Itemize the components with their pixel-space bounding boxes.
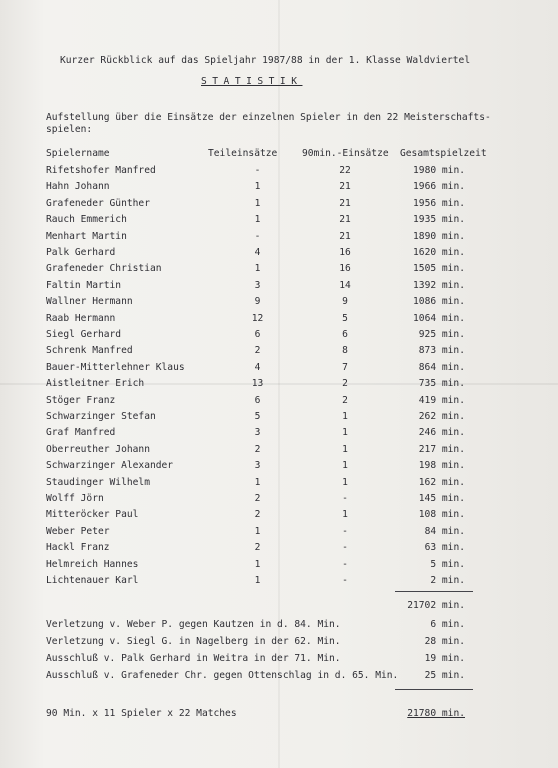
- teileinsaetze-value: 6: [254, 329, 261, 340]
- teileinsaetze-value: -: [254, 230, 261, 242]
- teileinsaetze-value: 3: [254, 279, 261, 291]
- ninety-min-value: 16: [339, 263, 351, 275]
- player-name: Stöger Franz: [46, 394, 116, 406]
- teileinsaetze-value: 1: [254, 525, 261, 537]
- table-row: [0, 559, 558, 571]
- ninety-min-value: 1: [342, 443, 348, 455]
- player-name: Rauch Emmerich: [46, 214, 127, 226]
- table-row: [0, 395, 558, 407]
- teileinsaetze-value: -: [254, 165, 261, 176]
- ninety-min-value: -: [342, 558, 348, 570]
- player-name: Mitteröcker Paul: [46, 509, 139, 521]
- final-calculation: 90 Min. x 11 Spieler x 22 Matches: [46, 708, 237, 719]
- gesamtspielzeit-value: 84 min.: [424, 525, 465, 537]
- player-name: Wolff Jörn: [46, 493, 104, 504]
- table-row: [0, 313, 558, 325]
- gesamtspielzeit-value: 1935 min.: [413, 214, 465, 226]
- gesamtspielzeit-value: 162 min.: [418, 476, 465, 488]
- ninety-min-value: 16: [339, 247, 351, 258]
- table-row: [0, 378, 558, 390]
- teileinsaetze-value: 1: [254, 476, 261, 488]
- ninety-min-value: 6: [342, 329, 348, 340]
- table-row: [0, 231, 558, 243]
- note-text: Ausschluß v. Palk Gerhard in Weitra in der 71. Min.: [46, 653, 341, 664]
- gesamtspielzeit-value: 63 min.: [424, 542, 465, 554]
- table-row: [0, 345, 558, 357]
- gesamtspielzeit-value: 1620 min.: [413, 247, 465, 258]
- column-header-teileinsaetze: Teileinsätze: [208, 148, 278, 159]
- gesamtspielzeit-value: 735 min.: [418, 378, 465, 390]
- statistik-heading: STATISTIK: [201, 76, 303, 87]
- player-name: Rifetshofer Manfred: [46, 165, 156, 176]
- player-name: Wallner Hermann: [46, 296, 133, 308]
- note-text: Verletzung v. Siegl G. in Nagelberg in der 62. Min.: [46, 636, 341, 647]
- gesamtspielzeit-value: 5 min.: [430, 558, 465, 570]
- gesamtspielzeit-value: 1505 min.: [413, 263, 465, 275]
- ninety-min-value: 8: [342, 345, 348, 357]
- player-name: Bauer-Mitterlehner Klaus: [46, 361, 185, 373]
- player-name: Schwarzinger Alexander: [46, 460, 174, 472]
- table-row: [0, 460, 558, 472]
- table-row: [0, 493, 558, 505]
- gesamtspielzeit-value: 217 min.: [418, 443, 465, 455]
- player-name: Raab Hermann: [46, 312, 116, 324]
- player-name: Palk Gerhard: [46, 247, 116, 258]
- gesamtspielzeit-value: 1064 min.: [413, 312, 465, 324]
- player-name: Oberreuther Johann: [46, 443, 150, 455]
- teileinsaetze-value: 1: [254, 558, 261, 570]
- player-name: Grafeneder Christian: [46, 263, 162, 275]
- ninety-min-value: -: [342, 542, 348, 554]
- note-value: 28 min.: [424, 636, 465, 647]
- gesamtspielzeit-value: 873 min.: [418, 345, 465, 357]
- table-row: [0, 329, 558, 341]
- ninety-min-value: 5: [342, 312, 348, 324]
- player-name: Weber Peter: [46, 525, 110, 537]
- final-rule: [395, 689, 473, 690]
- table-row: [0, 165, 558, 177]
- intro-line-2: spielen:: [46, 124, 93, 135]
- teileinsaetze-value: 2: [254, 493, 261, 504]
- note-value: 6 min.: [430, 619, 465, 630]
- player-name: Faltin Martin: [46, 279, 122, 291]
- gesamtspielzeit-value: 1966 min.: [413, 181, 465, 193]
- table-row: [0, 198, 558, 210]
- teileinsaetze-value: 9: [254, 296, 261, 308]
- gesamtspielzeit-value: 1392 min.: [413, 279, 465, 291]
- teileinsaetze-value: 1: [254, 575, 261, 586]
- ninety-min-value: 14: [339, 279, 351, 291]
- teileinsaetze-value: 2: [254, 542, 261, 554]
- ninety-min-value: 1: [342, 427, 348, 439]
- gesamtspielzeit-value: 1980 min.: [413, 165, 465, 176]
- player-name: Helmreich Hannes: [46, 558, 139, 570]
- gesamtspielzeit-value: 1956 min.: [413, 197, 465, 209]
- ninety-min-value: -: [342, 525, 348, 537]
- ninety-min-value: 1: [342, 411, 348, 422]
- gesamtspielzeit-value: 145 min.: [418, 493, 465, 504]
- player-name: Schrenk Manfred: [46, 345, 133, 357]
- player-name: Siegl Gerhard: [46, 329, 122, 340]
- ninety-min-value: 1: [342, 460, 348, 472]
- ninety-min-value: -: [342, 575, 348, 586]
- player-name: Staudinger Wilhelm: [46, 476, 150, 488]
- table-row: [0, 444, 558, 456]
- table-row: [0, 181, 558, 193]
- gesamtspielzeit-value: 262 min.: [418, 411, 465, 422]
- gesamtspielzeit-value: 1890 min.: [413, 230, 465, 242]
- gesamtspielzeit-value: 2 min.: [430, 575, 465, 586]
- teileinsaetze-value: 2: [254, 509, 261, 521]
- teileinsaetze-value: 5: [254, 411, 261, 422]
- note-value: 19 min.: [424, 653, 465, 664]
- final-total: 21780 min.: [407, 708, 465, 719]
- player-name: Grafeneder Günther: [46, 197, 150, 209]
- teileinsaetze-value: 3: [254, 460, 261, 472]
- ninety-min-value: 1: [342, 509, 348, 521]
- table-row: [0, 509, 558, 521]
- column-header-gesamtspielzeit: Gesamtspielzeit: [400, 148, 487, 159]
- table-row: [0, 214, 558, 226]
- sum-rule: [395, 591, 473, 592]
- player-name: Schwarzinger Stefan: [46, 411, 156, 422]
- note-text: Verletzung v. Weber P. gegen Kautzen in d. 84. Min.: [46, 619, 341, 630]
- table-row: [0, 296, 558, 308]
- ninety-min-value: 1: [342, 476, 348, 488]
- player-name: Graf Manfred: [46, 427, 116, 439]
- table-row: [0, 477, 558, 489]
- ninety-min-value: -: [342, 493, 348, 504]
- column-header-90min: 90min.-Einsätze: [302, 148, 389, 159]
- table-row: [0, 575, 558, 587]
- intro-line-1: Aufstellung über die Einsätze der einzelnen Spieler in den 22 Meisterschafts-: [46, 112, 491, 123]
- gesamtspielzeit-value: 108 min.: [418, 509, 465, 521]
- ninety-min-value: 21: [339, 214, 351, 226]
- teileinsaetze-value: 6: [254, 394, 261, 406]
- note-value: 25 min.: [424, 670, 465, 681]
- player-name: Hahn Johann: [46, 181, 110, 193]
- table-row: [0, 411, 558, 423]
- note-text: Ausschluß v. Grafeneder Chr. gegen Ottenschlag in d. 65. Min.: [46, 670, 399, 681]
- table-total: 21702 min.: [407, 600, 465, 611]
- ninety-min-value: 21: [339, 230, 351, 242]
- teileinsaetze-value: 3: [254, 427, 261, 439]
- player-name: Aistleitner Erich: [46, 378, 145, 390]
- table-row: [0, 247, 558, 259]
- table-row: [0, 526, 558, 538]
- teileinsaetze-value: 1: [254, 214, 261, 226]
- gesamtspielzeit-value: 1086 min.: [413, 296, 465, 308]
- ninety-min-value: 2: [342, 378, 348, 390]
- gesamtspielzeit-value: 198 min.: [418, 460, 465, 472]
- ninety-min-value: 9: [342, 296, 348, 308]
- table-row: [0, 362, 558, 374]
- player-name: Lichtenauer Karl: [46, 575, 139, 586]
- gesamtspielzeit-value: 925 min.: [418, 329, 465, 340]
- document-title: Kurzer Rückblick auf das Spieljahr 1987/88 in der 1. Klasse Waldviertel: [60, 55, 471, 66]
- teileinsaetze-value: 1: [254, 181, 261, 193]
- gesamtspielzeit-value: 864 min.: [418, 361, 465, 373]
- teileinsaetze-value: 4: [254, 247, 261, 258]
- gesamtspielzeit-value: 419 min.: [418, 394, 465, 406]
- player-name: Menhart Martin: [46, 230, 127, 242]
- teileinsaetze-value: 2: [254, 345, 261, 357]
- teileinsaetze-value: 2: [254, 443, 261, 455]
- ninety-min-value: 2: [342, 394, 348, 406]
- ninety-min-value: 21: [339, 197, 351, 209]
- ninety-min-value: 7: [342, 361, 348, 373]
- teileinsaetze-value: 13: [251, 378, 264, 390]
- player-name: Hackl Franz: [46, 542, 110, 554]
- teileinsaetze-value: 4: [254, 361, 261, 373]
- table-row: [0, 427, 558, 439]
- teileinsaetze-value: 1: [254, 263, 261, 275]
- teileinsaetze-value: 12: [251, 312, 264, 324]
- ninety-min-value: 22: [339, 165, 351, 176]
- table-row: [0, 263, 558, 275]
- table-row: [0, 542, 558, 554]
- gesamtspielzeit-value: 246 min.: [418, 427, 465, 439]
- column-header-name: Spielername: [46, 148, 110, 159]
- ninety-min-value: 21: [339, 181, 351, 193]
- teileinsaetze-value: 1: [254, 197, 261, 209]
- table-row: [0, 280, 558, 292]
